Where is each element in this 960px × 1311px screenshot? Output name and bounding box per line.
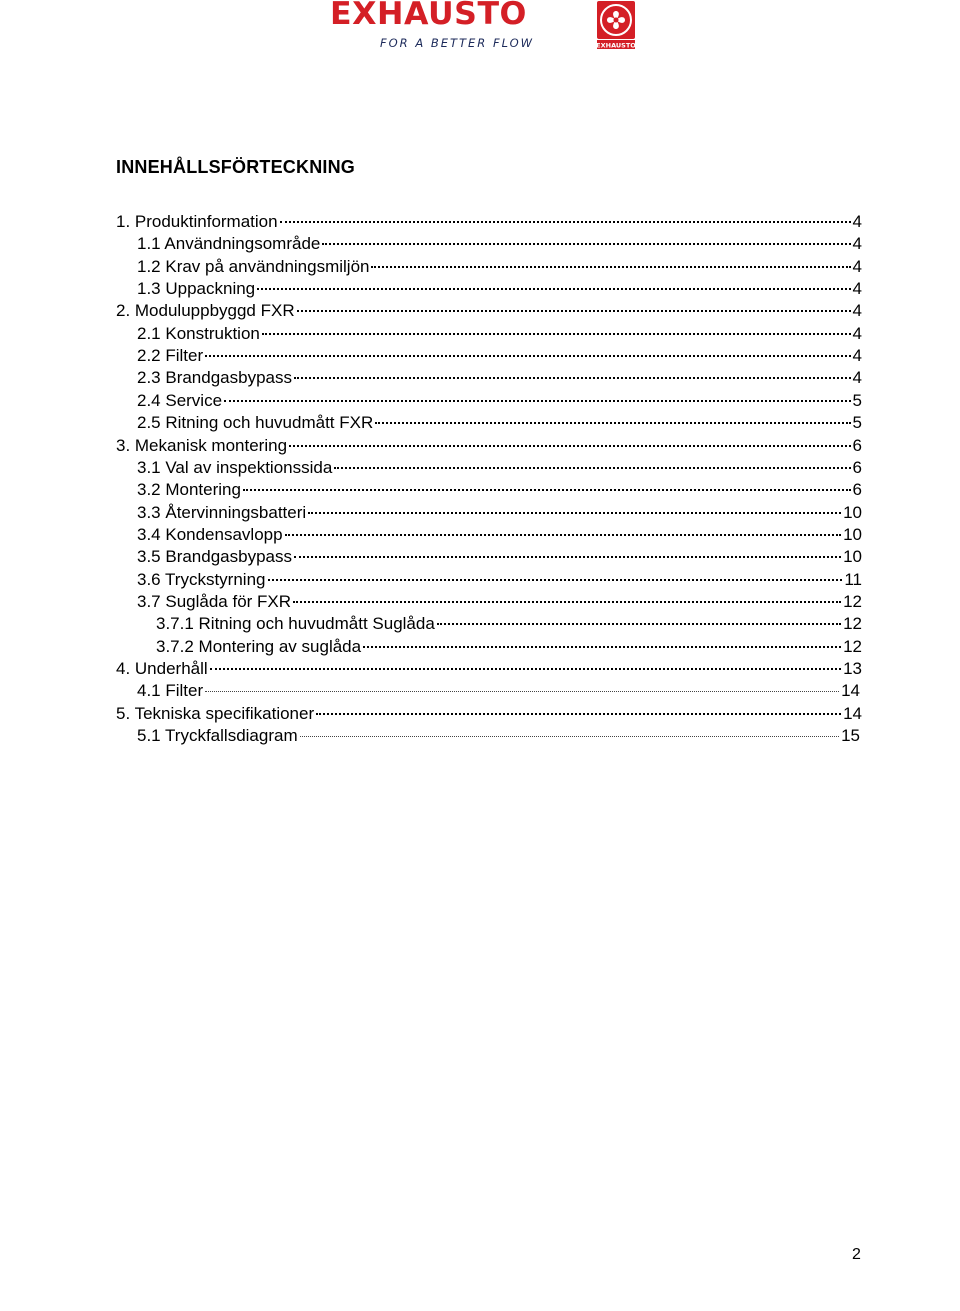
toc-entry-page: 10 [843,547,862,567]
dot-leader [262,333,851,335]
brand-tagline: FOR A BETTER FLOW [380,36,535,50]
toc-entry[interactable] [137,256,862,278]
toc-entry-title: 3.2 Montering [137,480,241,500]
dot-leader [285,534,842,536]
dot-leader [210,668,841,670]
toc-entry-title: 3.1 Val av inspektionssida [137,457,333,477]
toc-entry-title: 2. Moduluppbyggd FXR [116,301,295,321]
dot-leader [205,691,839,692]
dot-leader [300,736,839,737]
toc-entry-title: 2.4 Service [137,390,223,410]
toc-entry-title: 1.1 Användningsområde [137,234,321,254]
toc-entry-title: 3.3 Återvinningsbatteri [137,502,307,522]
toc-entry[interactable] [137,323,862,345]
toc-entry-title: 3.5 Brandgasbypass [137,547,292,567]
toc-entry[interactable] [116,435,862,457]
toc-entry-title: 3.4 Kondensavlopp [137,524,283,544]
toc-entry-title: 2.5 Ritning och huvudmått FXR [137,413,374,433]
toc-entry-page: 12 [843,591,862,611]
dot-leader [297,310,851,312]
fan-emblem-icon [596,0,636,50]
toc-entry-page: 5 [852,390,862,410]
toc-entry-page: 4 [852,323,862,343]
toc-entry-page: 15 [841,726,860,746]
toc-entry[interactable] [137,569,862,591]
toc-entry-title: 2.3 Brandgasbypass [137,368,292,388]
toc-entry-page: 11 [844,569,862,589]
toc-entry-page: 10 [843,524,862,544]
toc-entry-page: 6 [852,435,862,455]
toc-entry[interactable] [116,300,862,322]
dot-leader [316,713,841,715]
toc-entry[interactable] [137,457,862,479]
toc-entry[interactable] [137,546,862,568]
toc-entry-page: 10 [843,502,862,522]
toc-entry-title: 4.1 Filter [137,681,204,701]
dot-leader [334,467,850,469]
dot-leader [294,377,851,379]
toc-entry-page: 6 [852,480,862,500]
toc-entry-title: 1.3 Uppackning [137,279,256,299]
toc-entry-page: 4 [852,346,862,366]
page-number: 2 [852,1246,861,1263]
toc-entry[interactable] [116,658,862,680]
toc-entry-page: 4 [852,368,862,388]
toc-entry-title: 3.7.1 Ritning och huvudmått Suglåda [156,614,435,634]
toc-entry-title: 5. Tekniska specifikationer [116,703,315,723]
dot-leader [322,243,850,245]
toc-entry-title: 3.7 Suglåda för FXR [137,591,292,611]
toc-entry-title: 3.6 Tryckstyrning [137,569,266,589]
dot-leader [293,601,841,603]
toc-heading: INNEHÅLLSFÖRTECKNING [116,157,355,177]
toc-entry-page: 12 [843,636,862,656]
emblem-label: EXHAUSTO [596,41,636,50]
dot-leader [363,646,841,648]
dot-leader [437,623,841,625]
toc-entry-page: 14 [841,681,860,701]
dot-leader [243,489,851,491]
toc-entry-page: 4 [852,234,862,254]
toc-entry[interactable] [156,636,862,658]
dot-leader [224,400,850,402]
toc-entry[interactable] [137,680,860,702]
toc-entry[interactable] [137,412,862,434]
dot-leader [375,422,850,424]
toc-entry[interactable] [137,725,860,747]
dot-leader [268,579,843,581]
toc-entry[interactable] [137,502,862,524]
toc-entry-title: 5.1 Tryckfallsdiagram [137,726,298,746]
dot-leader [280,221,851,223]
toc-entry-title: 3. Mekanisk montering [116,435,288,455]
toc-entry[interactable] [137,524,862,546]
toc-entry[interactable] [116,211,862,233]
toc-entry-page: 4 [852,212,862,231]
toc-entry[interactable] [137,345,862,367]
toc-entry-title: 3.7.2 Montering av suglåda [156,636,362,656]
toc-entry-title: 4. Underhåll [116,659,208,678]
toc-entry[interactable] [137,591,862,613]
toc-entry[interactable] [137,278,862,300]
toc-entry-page: 5 [852,413,862,433]
dot-leader [294,556,841,558]
dot-leader [289,445,851,447]
exhausto-logo [326,0,646,52]
toc-entry-title: 1. Produktinformation [116,212,278,231]
toc-entry-page: 4 [852,301,862,321]
toc-entry-page: 14 [843,703,862,723]
toc-entry[interactable] [116,703,862,725]
toc-entry-page: 4 [852,256,862,276]
toc-entry[interactable] [137,233,862,255]
toc-entry-title: 1.2 Krav på användningsmiljön [137,256,370,276]
toc-entry[interactable] [137,479,862,501]
toc-entry-page: 13 [843,659,862,678]
toc-entry-title: 2.1 Konstruktion [137,323,260,343]
brand-wordmark: EXHAUSTO [330,0,527,32]
dot-leader [371,266,850,268]
dot-leader [308,512,841,514]
dot-leader [257,288,850,290]
toc-entry-page: 4 [852,279,862,299]
toc-entry-title: 2.2 Filter [137,346,204,366]
toc-entry-page: 12 [843,614,862,634]
toc-entry[interactable] [156,613,862,635]
toc-entry[interactable] [137,367,862,389]
toc-entry[interactable] [137,390,862,412]
dot-leader [205,355,850,357]
toc-entry-page: 6 [852,457,862,477]
